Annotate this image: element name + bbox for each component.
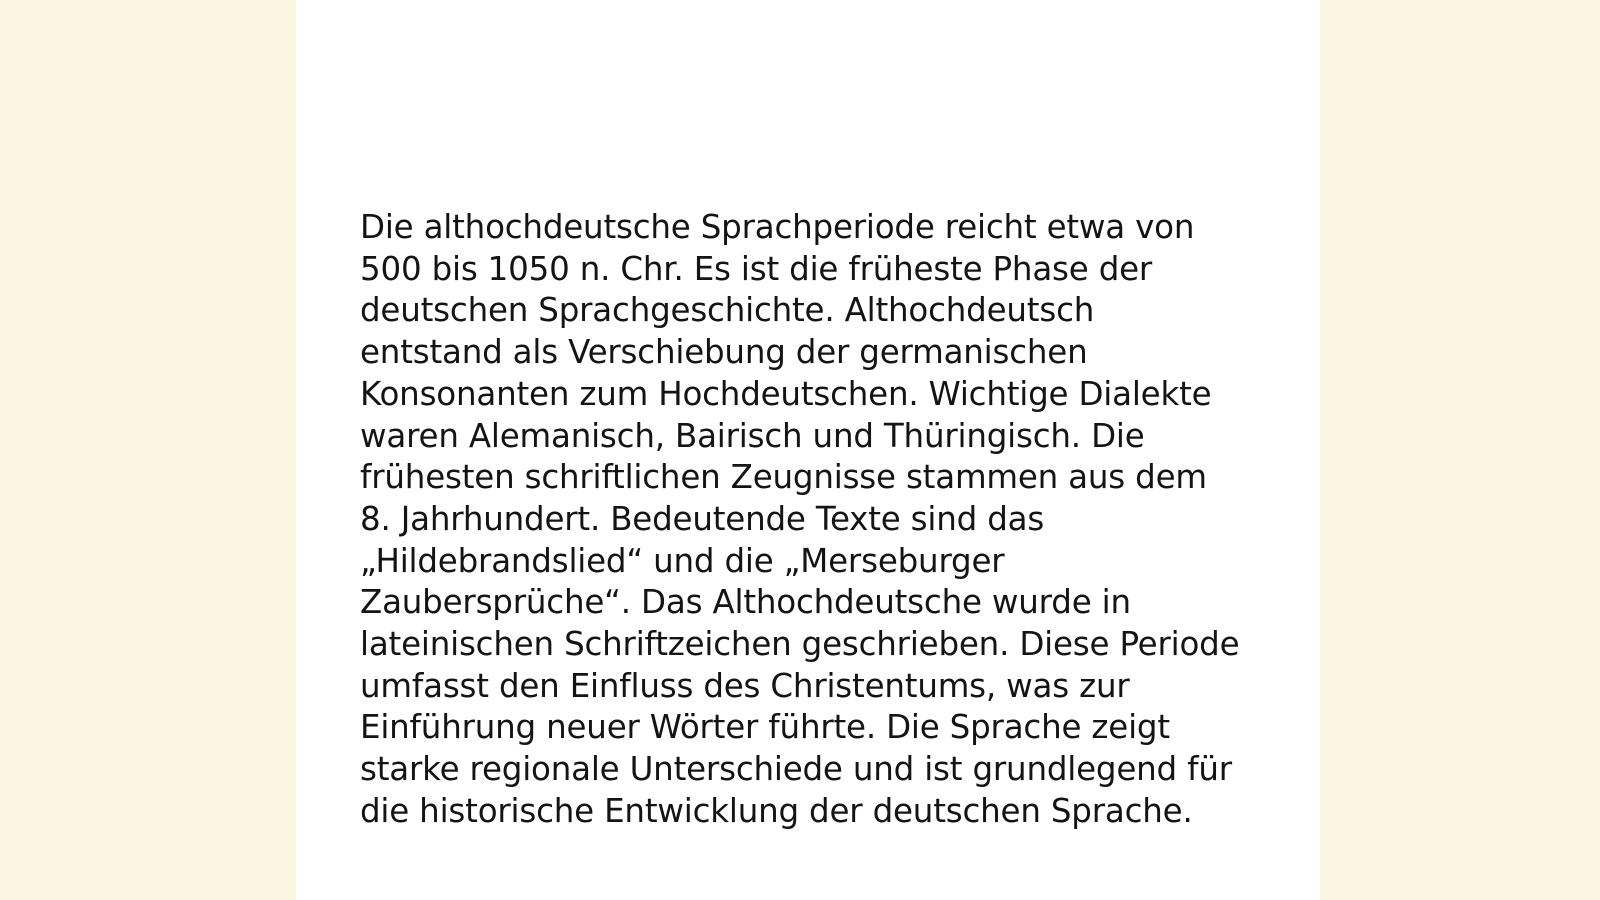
body-paragraph: Die althochdeutsche Sprachperiode reicht etwa von 500 bis 1050 n. Chr. Es ist die früheste Phase der deutschen Sprachgeschichte. Althochdeutsch entstand als Verschiebung der germanischen Konsonanten zum Hochdeutschen. Wichtige Dialekte waren Alemanisch, Bairisch und Thüringisch. Die frühesten schriftlichen Zeugnisse stammen aus dem 8. Jahrhundert. Bedeutende Texte sind das „Hildebrandslied“ und die „Merseburger Zaubersprüche“. Das Althochdeutsche wurde in lateinischen Schriftzeichen geschrieben. Diese Periode umfasst den Einfluss des Christentums, was zur Einführung neuer Wörter führte. Die Sprache zeigt starke regionale Unterschiede und ist grundlegend für die historische Entwicklung der deutschen Sprache. [360,208,1240,830]
document-page [296,0,1320,900]
